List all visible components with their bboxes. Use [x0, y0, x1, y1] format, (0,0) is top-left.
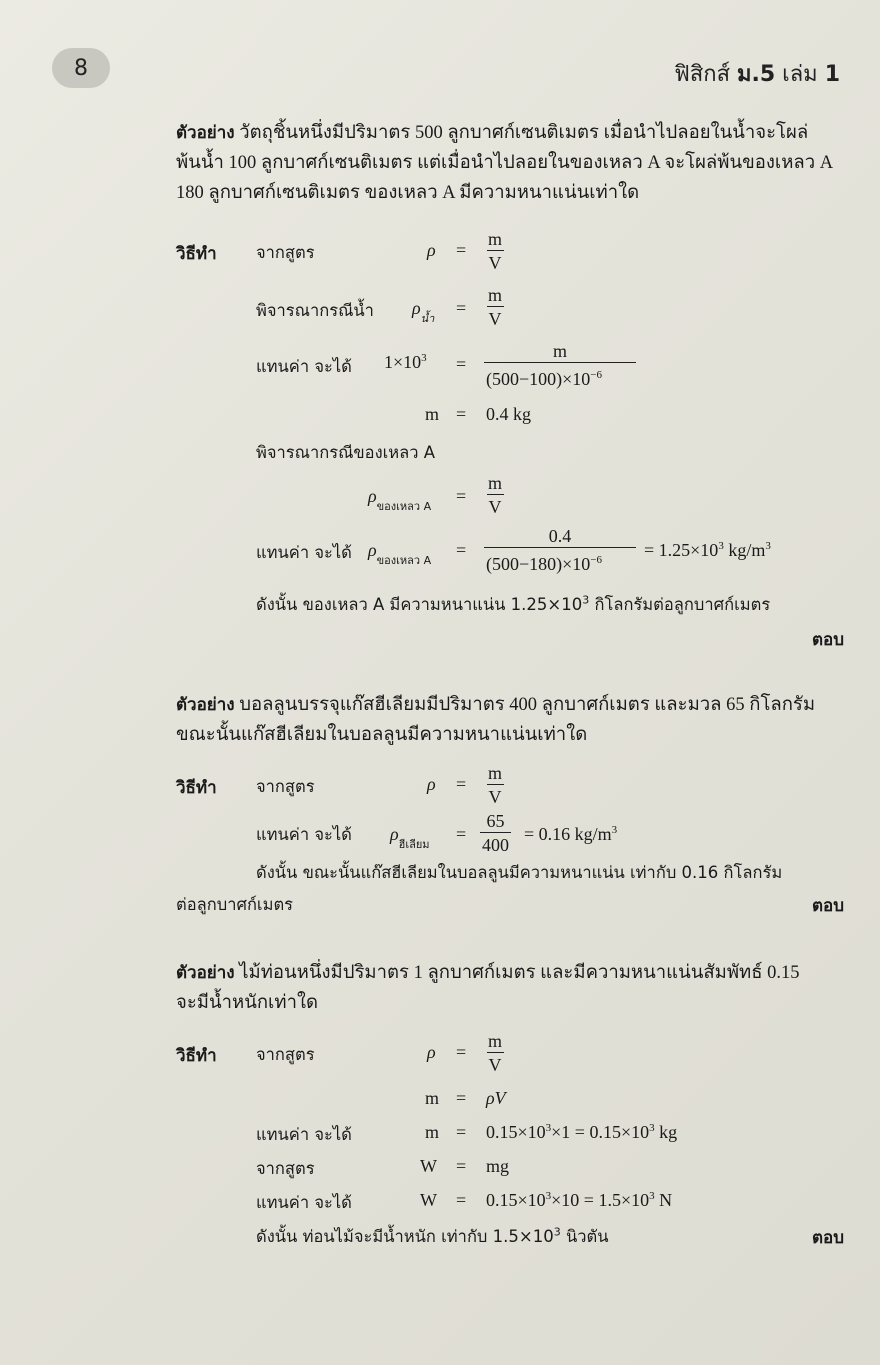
substitute-text: แทนค่า จะได้	[256, 543, 352, 562]
rho: ρ	[368, 486, 377, 506]
substitute-text: แทนค่า จะได้	[256, 357, 352, 376]
result-value: = 1.25×10	[644, 540, 719, 560]
example-3-line-1: ไม้ท่อนหนึ่งมีปริมาตร 1 ลูกบาศก์เมตร และมีความหนาแน่นสัมพัทธ์ 0.15	[239, 963, 800, 983]
rho-symbol: ρ	[427, 240, 436, 260]
fraction-mass-over-volume	[486, 525, 634, 576]
exponent: 3	[545, 1122, 552, 1134]
numerator: m	[488, 473, 503, 493]
method-label: วิธีทำ	[176, 1046, 217, 1066]
equals-sign: =	[456, 404, 467, 424]
equals-sign: =	[456, 240, 467, 260]
mass-symbol: m	[425, 1088, 440, 1108]
fraction-m-over-v	[486, 762, 504, 809]
equals-sign: =	[456, 1042, 467, 1062]
fraction-m-over-volume	[486, 340, 634, 391]
book-title	[674, 56, 840, 91]
substitute-text: แทนค่า จะได้	[256, 1125, 352, 1144]
fraction-m-over-v	[486, 284, 504, 331]
calc-part-b: ×1 = 0.15×10	[551, 1122, 650, 1142]
answer-label: ตอบ	[811, 630, 844, 650]
denominator: 400	[480, 832, 511, 857]
subscript-helium: ฮีเลียม	[398, 838, 430, 851]
weight-calculation	[486, 1190, 672, 1211]
substitute-text: แทนค่า จะได้	[256, 1193, 352, 1212]
exponent: −6	[590, 554, 603, 566]
equals-sign: =	[456, 540, 467, 560]
fraction-m-over-v	[486, 228, 504, 275]
value: 1×10	[384, 352, 422, 372]
consider-liquid-text: พิจารณากรณีของเหลว A	[256, 443, 436, 462]
example-label: ตัวอย่าง	[176, 695, 235, 715]
denominator: V	[487, 250, 504, 275]
unit: N	[654, 1190, 673, 1210]
from-formula-text: จากสูตร	[256, 1159, 315, 1178]
denominator: V	[487, 784, 504, 809]
book-title-post: เล่ม	[775, 62, 825, 87]
density-result	[524, 824, 617, 845]
rho: ρ	[368, 540, 377, 560]
equals-sign: =	[456, 1190, 467, 1210]
mass-result: 0.4 kg	[486, 404, 531, 424]
equals-sign: =	[456, 824, 467, 844]
conclusion-text	[256, 1224, 609, 1250]
fraction-m-over-v	[486, 472, 504, 519]
example-1-line-3: 180 ลูกบาศก์เซนติเมตร ของเหลว A มีความหนาแน่นเท่าใด	[176, 183, 640, 203]
rho: ρ	[390, 824, 399, 844]
consider-water-text: พิจารณากรณีน้ำ	[256, 301, 374, 320]
denominator: V	[487, 1052, 504, 1077]
subscript-water: น้ำ	[420, 312, 435, 325]
numerator: m	[488, 763, 503, 783]
calc-part-b: ×10 = 1.5×10	[551, 1190, 650, 1210]
fraction-m-over-v	[486, 1030, 504, 1077]
numerator: 65	[486, 811, 505, 831]
rho-water-symbol	[412, 298, 435, 325]
book-title-level: ม.5	[737, 62, 776, 87]
denominator-value: (500−180)×10	[486, 554, 591, 574]
equals-sign: =	[456, 1122, 467, 1142]
result-value: = 0.16 kg/m	[524, 824, 612, 844]
example-2-line-1: บอลลูนบรรจุแก๊สฮีเลียมมีปริมาตร 400 ลูกบาศก์เมตร และมวล 65 กิโลกรัม	[239, 695, 816, 715]
answer-label: ตอบ	[811, 896, 844, 916]
calc-part-a: 0.15×10	[486, 1122, 546, 1142]
unit: kg	[654, 1122, 678, 1142]
numerator: m	[552, 341, 567, 361]
equals-sign: =	[456, 1088, 467, 1108]
exponent: −6	[590, 369, 603, 381]
weight-symbol: W	[420, 1190, 437, 1210]
density-water-value	[384, 352, 427, 373]
rho-symbol: ρ	[427, 774, 436, 794]
method-label: วิธีทำ	[176, 778, 217, 798]
subscript-liquid: ของเหลว A	[376, 554, 432, 567]
denominator	[484, 547, 636, 576]
weight-symbol: W	[420, 1156, 437, 1176]
example-1-line-2: พ้นน้ำ 100 ลูกบาศก์เซนติเมตร แต่เมื่อนำไปลอยในของเหลว A จะโผล่พ้นของเหลว A	[176, 153, 834, 173]
exponent: 3	[421, 352, 427, 364]
example-1-problem	[176, 118, 854, 208]
method-label: วิธีทำ	[176, 244, 217, 264]
substitute-text: แทนค่า จะได้	[256, 825, 352, 844]
example-3-line-2: จะมีน้ำหนักเท่าใด	[176, 993, 319, 1013]
conclusion-post: นิวตัน	[560, 1227, 609, 1246]
unit-exponent: 3	[765, 540, 771, 552]
fraction-65-over-400	[480, 810, 511, 857]
equals-sign: =	[456, 774, 467, 794]
density-result	[644, 540, 771, 561]
from-formula-text: จากสูตร	[256, 243, 315, 262]
exponent: 3	[545, 1190, 552, 1202]
denominator-value: (500−100)×10	[486, 369, 591, 389]
rho-symbol: ρ	[427, 1042, 436, 1062]
numerator: 0.4	[548, 526, 572, 546]
conclusion-pre: ดังนั้น ของเหลว A มีความหนาแน่น 1.25×10	[256, 595, 583, 614]
book-title-volume: 1	[824, 62, 840, 87]
mass-symbol: m	[425, 1122, 440, 1142]
page-number: 8	[74, 55, 88, 81]
equals-sign: =	[456, 298, 467, 318]
book-title-pre: ฟิสิกส์	[674, 62, 738, 87]
numerator: m	[488, 285, 503, 305]
equals-sign: =	[456, 354, 467, 374]
answer-label: ตอบ	[811, 1228, 844, 1248]
conclusion-text	[256, 592, 770, 618]
exponent: 3	[649, 1122, 655, 1134]
denominator: V	[487, 306, 504, 331]
example-2-problem	[176, 690, 854, 750]
unit-exponent: 3	[611, 824, 618, 836]
mass-calculation	[486, 1122, 677, 1143]
example-3-problem	[176, 958, 854, 1018]
rho-helium-symbol	[390, 824, 430, 851]
denominator: V	[487, 494, 504, 519]
subscript-liquid: ของเหลว A	[376, 500, 432, 513]
mass-symbol: m	[425, 404, 440, 424]
page-number-badge	[52, 48, 110, 88]
mg-expression: mg	[486, 1156, 510, 1176]
exponent: 3	[649, 1190, 655, 1202]
conclusion-post: กิโลกรัมต่อลูกบาศก์เมตร	[589, 595, 771, 614]
conclusion-line-2: ต่อลูกบาศก์เมตร	[176, 895, 294, 914]
conclusion-line-1: ดังนั้น ขณะนั้นแก๊สฮีเลียมในบอลลูนมีความหนาแน่น เท่ากับ 0.16 กิโลกรัม	[256, 863, 783, 882]
unit: kg/m	[723, 540, 766, 560]
example-label: ตัวอย่าง	[176, 123, 235, 143]
rho-liquid-symbol	[368, 540, 432, 567]
conclusion-pre: ดังนั้น ท่อนไม้จะมีน้ำหนัก เท่ากับ 1.5×10	[256, 1227, 554, 1246]
from-formula-text: จากสูตร	[256, 777, 315, 796]
equals-sign: =	[456, 486, 467, 506]
exponent: 3	[718, 540, 724, 552]
exponent: 3	[553, 1225, 561, 1239]
rho-liquid-symbol	[368, 486, 432, 513]
example-label: ตัวอย่าง	[176, 963, 235, 983]
denominator	[484, 362, 636, 391]
equals-sign: =	[456, 1156, 467, 1176]
example-1-line-1: วัตถุชิ้นหนึ่งมีปริมาตร 500 ลูกบาศก์เซนติเมตร เมื่อนำไปลอยในน้ำจะโผล่	[239, 123, 809, 143]
rho-v-expression: ρV	[486, 1088, 506, 1108]
calc-part-a: 0.15×10	[486, 1190, 546, 1210]
rho: ρ	[412, 298, 421, 318]
exponent: 3	[582, 593, 590, 607]
numerator: m	[488, 1031, 503, 1051]
example-2-line-2: ขณะนั้นแก๊สฮีเลียมในบอลลูนมีความหนาแน่นเท่าใด	[176, 725, 588, 745]
from-formula-text: จากสูตร	[256, 1045, 315, 1064]
numerator: m	[488, 229, 503, 249]
